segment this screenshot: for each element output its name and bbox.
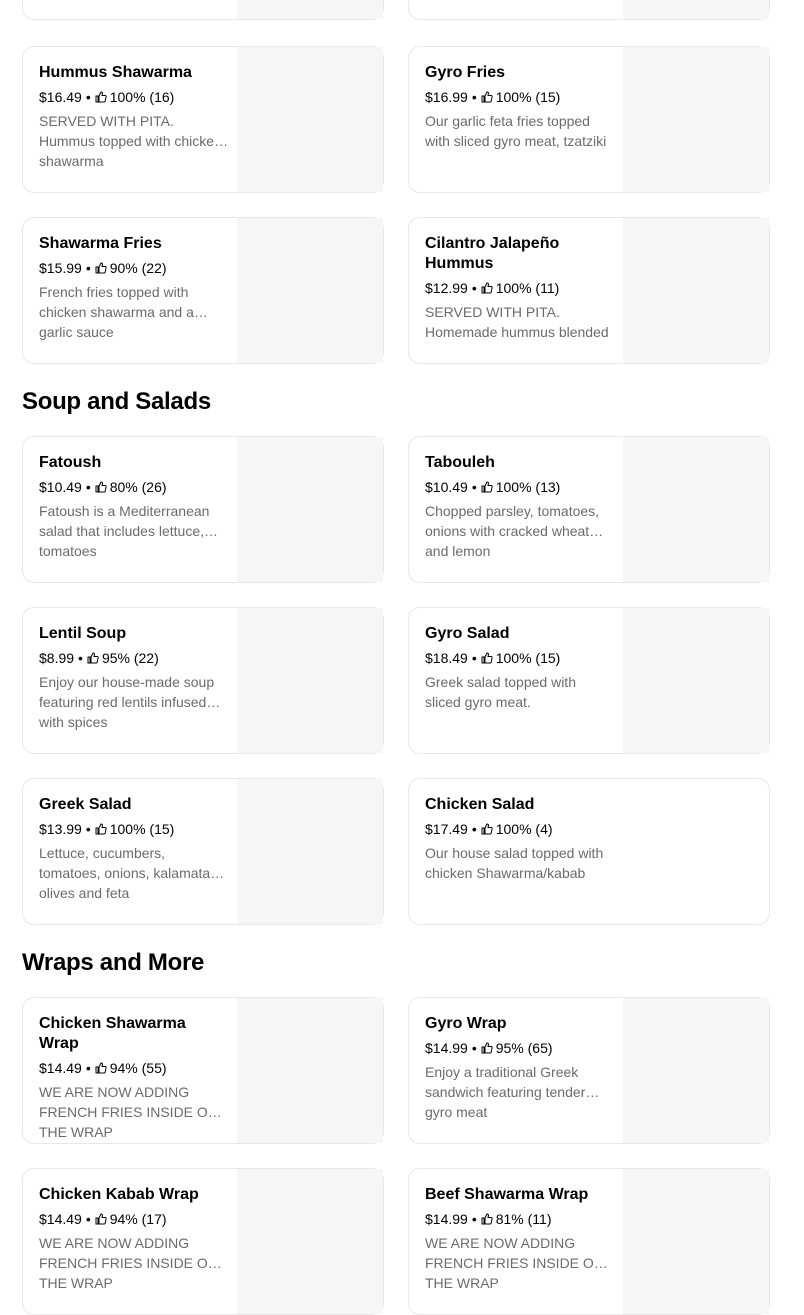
menu-item-price: $10.49 bbox=[39, 479, 82, 495]
menu-item-rating: 95% (65) bbox=[495, 1040, 553, 1056]
menu-item-image bbox=[237, 0, 383, 19]
menu-item-image bbox=[623, 0, 769, 19]
menu-item-meta: $14.49 • 94% (55) bbox=[39, 1060, 167, 1076]
menu-item-rating: 80% (26) bbox=[109, 479, 167, 495]
menu-item-meta: $10.49 • 100% (13) bbox=[425, 479, 561, 495]
menu-item-name: Gyro Salad bbox=[425, 625, 510, 642]
menu-item-name: Cilantro Jalapeño Hummus bbox=[425, 235, 560, 272]
menu-item-description: French fries topped with chicken shawarma and a garlic sauce bbox=[39, 284, 194, 340]
menu-item-price: $14.99 bbox=[425, 1040, 468, 1056]
menu-item-meta: $10.49 • 80% (26) bbox=[39, 479, 167, 495]
thumbs-up-icon bbox=[95, 262, 107, 274]
menu-item-name: Hummus Shawarma bbox=[39, 64, 192, 81]
menu-item-price: $13.99 bbox=[39, 821, 82, 837]
menu-item-description: Chopped parsley, tomatoes, onions with cracked wheat and lemon bbox=[425, 503, 600, 559]
menu-item-rating: 81% (11) bbox=[495, 1211, 552, 1227]
menu-item-card[interactable] bbox=[22, 1168, 384, 1315]
menu-item-name: Lentil Soup bbox=[39, 625, 127, 642]
menu-item-price: $18.49 bbox=[425, 650, 468, 666]
menu-item-price: $10.49 bbox=[425, 479, 468, 495]
menu-item-description: Enjoy a traditional Greek sandwich featuring tender gyro meat bbox=[425, 1064, 586, 1120]
thumbs-up-icon bbox=[87, 652, 99, 664]
menu-item-meta: $15.99 • 90% (22) bbox=[39, 260, 167, 276]
section-title-soup-and-salads: Soup and Salads bbox=[22, 388, 211, 415]
menu-item-description: Our house salad topped with chicken Shawarma/kabab bbox=[425, 845, 604, 881]
menu-item-meta: $12.99 • 100% (11) bbox=[425, 280, 560, 296]
menu-item-meta: $14.99 • 81% (11) bbox=[425, 1211, 552, 1227]
thumbs-up-icon bbox=[481, 1213, 493, 1225]
menu-item-card[interactable] bbox=[408, 997, 770, 1144]
menu-item-name: Greek Salad bbox=[39, 796, 132, 813]
thumbs-up-icon bbox=[481, 481, 493, 493]
menu-item-image bbox=[623, 998, 769, 1143]
menu-item-rating: 100% (15) bbox=[495, 89, 561, 105]
menu-item-name: Chicken Kabab Wrap bbox=[39, 1186, 199, 1203]
menu-item-card[interactable] bbox=[22, 778, 384, 925]
menu-item-name: Tabouleh bbox=[425, 454, 495, 471]
thumbs-up-icon bbox=[95, 1213, 107, 1225]
thumbs-up-icon bbox=[95, 91, 107, 103]
menu-item-name: Beef Shawarma Wrap bbox=[425, 1186, 589, 1203]
menu-item-rating: 94% (17) bbox=[109, 1211, 167, 1227]
menu-item-image bbox=[623, 437, 769, 582]
menu-item-card[interactable] bbox=[22, 0, 384, 20]
menu-item-price: $16.99 bbox=[425, 89, 468, 105]
menu-item-image bbox=[237, 437, 383, 582]
thumbs-up-icon bbox=[95, 1062, 107, 1074]
menu-item-name: Chicken Shawarma Wrap bbox=[39, 1015, 186, 1052]
menu-item-rating: 100% (13) bbox=[495, 479, 561, 495]
thumbs-up-icon bbox=[95, 481, 107, 493]
menu-item-card[interactable] bbox=[408, 46, 770, 193]
menu-item-rating: 95% (22) bbox=[101, 650, 159, 666]
menu-item-meta: $8.99 • 95% (22) bbox=[39, 650, 159, 666]
menu-item-description: Our garlic feta fries topped with sliced gyro meat, tzatziki bbox=[425, 113, 607, 149]
section-title-wraps-and-more: Wraps and More bbox=[22, 949, 205, 976]
thumbs-up-icon bbox=[481, 91, 493, 103]
menu-item-price: $14.49 bbox=[39, 1211, 82, 1227]
menu-item-name: Shawarma Fries bbox=[39, 235, 162, 252]
menu-item-card[interactable] bbox=[22, 997, 384, 1144]
menu-item-name: Fatoush bbox=[39, 454, 102, 471]
menu-item-card[interactable] bbox=[22, 46, 384, 193]
thumbs-up-icon bbox=[481, 652, 493, 664]
menu-item-meta: $13.99 • 100% (15) bbox=[39, 821, 175, 837]
menu-item-meta: $16.49 • 100% (16) bbox=[39, 89, 175, 105]
menu-item-image bbox=[237, 779, 383, 924]
menu-item-meta: $14.49 • 94% (17) bbox=[39, 1211, 167, 1227]
menu-item-image bbox=[623, 47, 769, 192]
menu-item-price: $14.49 bbox=[39, 1060, 82, 1076]
menu-item-image bbox=[237, 47, 383, 192]
menu-item-image bbox=[237, 218, 383, 363]
menu-item-description: Fatoush is a Mediterranean salad that includes lettuce, tomatoes bbox=[39, 503, 210, 559]
menu-item-card[interactable] bbox=[408, 0, 770, 20]
menu-item-rating: 100% (15) bbox=[109, 821, 175, 837]
menu-item-card[interactable] bbox=[22, 217, 384, 364]
menu-item-price: $17.49 bbox=[425, 821, 468, 837]
menu-item-price: $14.99 bbox=[425, 1211, 468, 1227]
menu-item-description: WE ARE NOW ADDING FRENCH FRIES INSIDE OF THE WRAP bbox=[39, 1084, 217, 1140]
menu-item-card[interactable] bbox=[408, 217, 770, 364]
menu-item-image bbox=[623, 1169, 769, 1314]
menu-item-card[interactable] bbox=[408, 607, 770, 754]
menu-item-card[interactable] bbox=[408, 778, 770, 925]
menu-item-image bbox=[237, 998, 383, 1143]
menu-item-card[interactable] bbox=[22, 607, 384, 754]
menu-item-price: $8.99 bbox=[39, 650, 75, 666]
menu-item-meta: $18.49 • 100% (15) bbox=[425, 650, 561, 666]
menu-item-meta: $14.99 • 95% (65) bbox=[425, 1040, 553, 1056]
menu-item-image bbox=[623, 218, 769, 363]
menu-item-meta: $17.49 • 100% (4) bbox=[425, 821, 553, 837]
menu-item-name: Gyro Wrap bbox=[425, 1015, 507, 1032]
menu-item-image bbox=[623, 608, 769, 753]
menu-item-description: WE ARE NOW ADDING FRENCH FRIES INSIDE OF THE WRAP bbox=[39, 1235, 217, 1291]
menu-item-rating: 100% (4) bbox=[495, 821, 553, 837]
menu-item-price: $12.99 bbox=[425, 280, 468, 296]
thumbs-up-icon bbox=[95, 823, 107, 835]
menu-item-description: Greek salad topped with sliced gyro meat. bbox=[425, 674, 576, 710]
menu-item-rating: 90% (22) bbox=[109, 260, 167, 276]
menu-item-price: $16.49 bbox=[39, 89, 82, 105]
thumbs-up-icon bbox=[481, 282, 493, 294]
menu-item-meta: $16.99 • 100% (15) bbox=[425, 89, 561, 105]
menu-item-rating: 100% (16) bbox=[109, 89, 175, 105]
menu-item-card[interactable] bbox=[22, 436, 384, 583]
menu-item-name: Gyro Fries bbox=[425, 64, 506, 81]
menu-item-rating: 100% (15) bbox=[495, 650, 561, 666]
menu-item-price: $15.99 bbox=[39, 260, 82, 276]
thumbs-up-icon bbox=[481, 1042, 493, 1054]
menu-item-card[interactable] bbox=[408, 1168, 770, 1315]
menu-item-description: SERVED WITH PITA. Homemade hummus blended bbox=[425, 304, 609, 340]
menu-item-description: Enjoy our house-made soup featuring red lentils infused with spices bbox=[39, 674, 215, 730]
menu-item-description: Lettuce, cucumbers, tomatoes, onions, kalamata olives and feta bbox=[39, 845, 211, 901]
menu-item-image bbox=[237, 1169, 383, 1314]
menu-item-rating: 100% (11) bbox=[495, 280, 560, 296]
menu-item-image bbox=[237, 608, 383, 753]
thumbs-up-icon bbox=[481, 823, 493, 835]
menu-item-description: WE ARE NOW ADDING FRENCH FRIES INSIDE OF THE WRAP bbox=[425, 1235, 603, 1291]
menu-item-name: Chicken Salad bbox=[425, 796, 535, 813]
menu-item-card[interactable] bbox=[408, 436, 770, 583]
menu-item-rating: 94% (55) bbox=[109, 1060, 167, 1076]
menu-item-description: SERVED WITH PITA. Hummus topped with chicken shawarma bbox=[39, 113, 222, 169]
